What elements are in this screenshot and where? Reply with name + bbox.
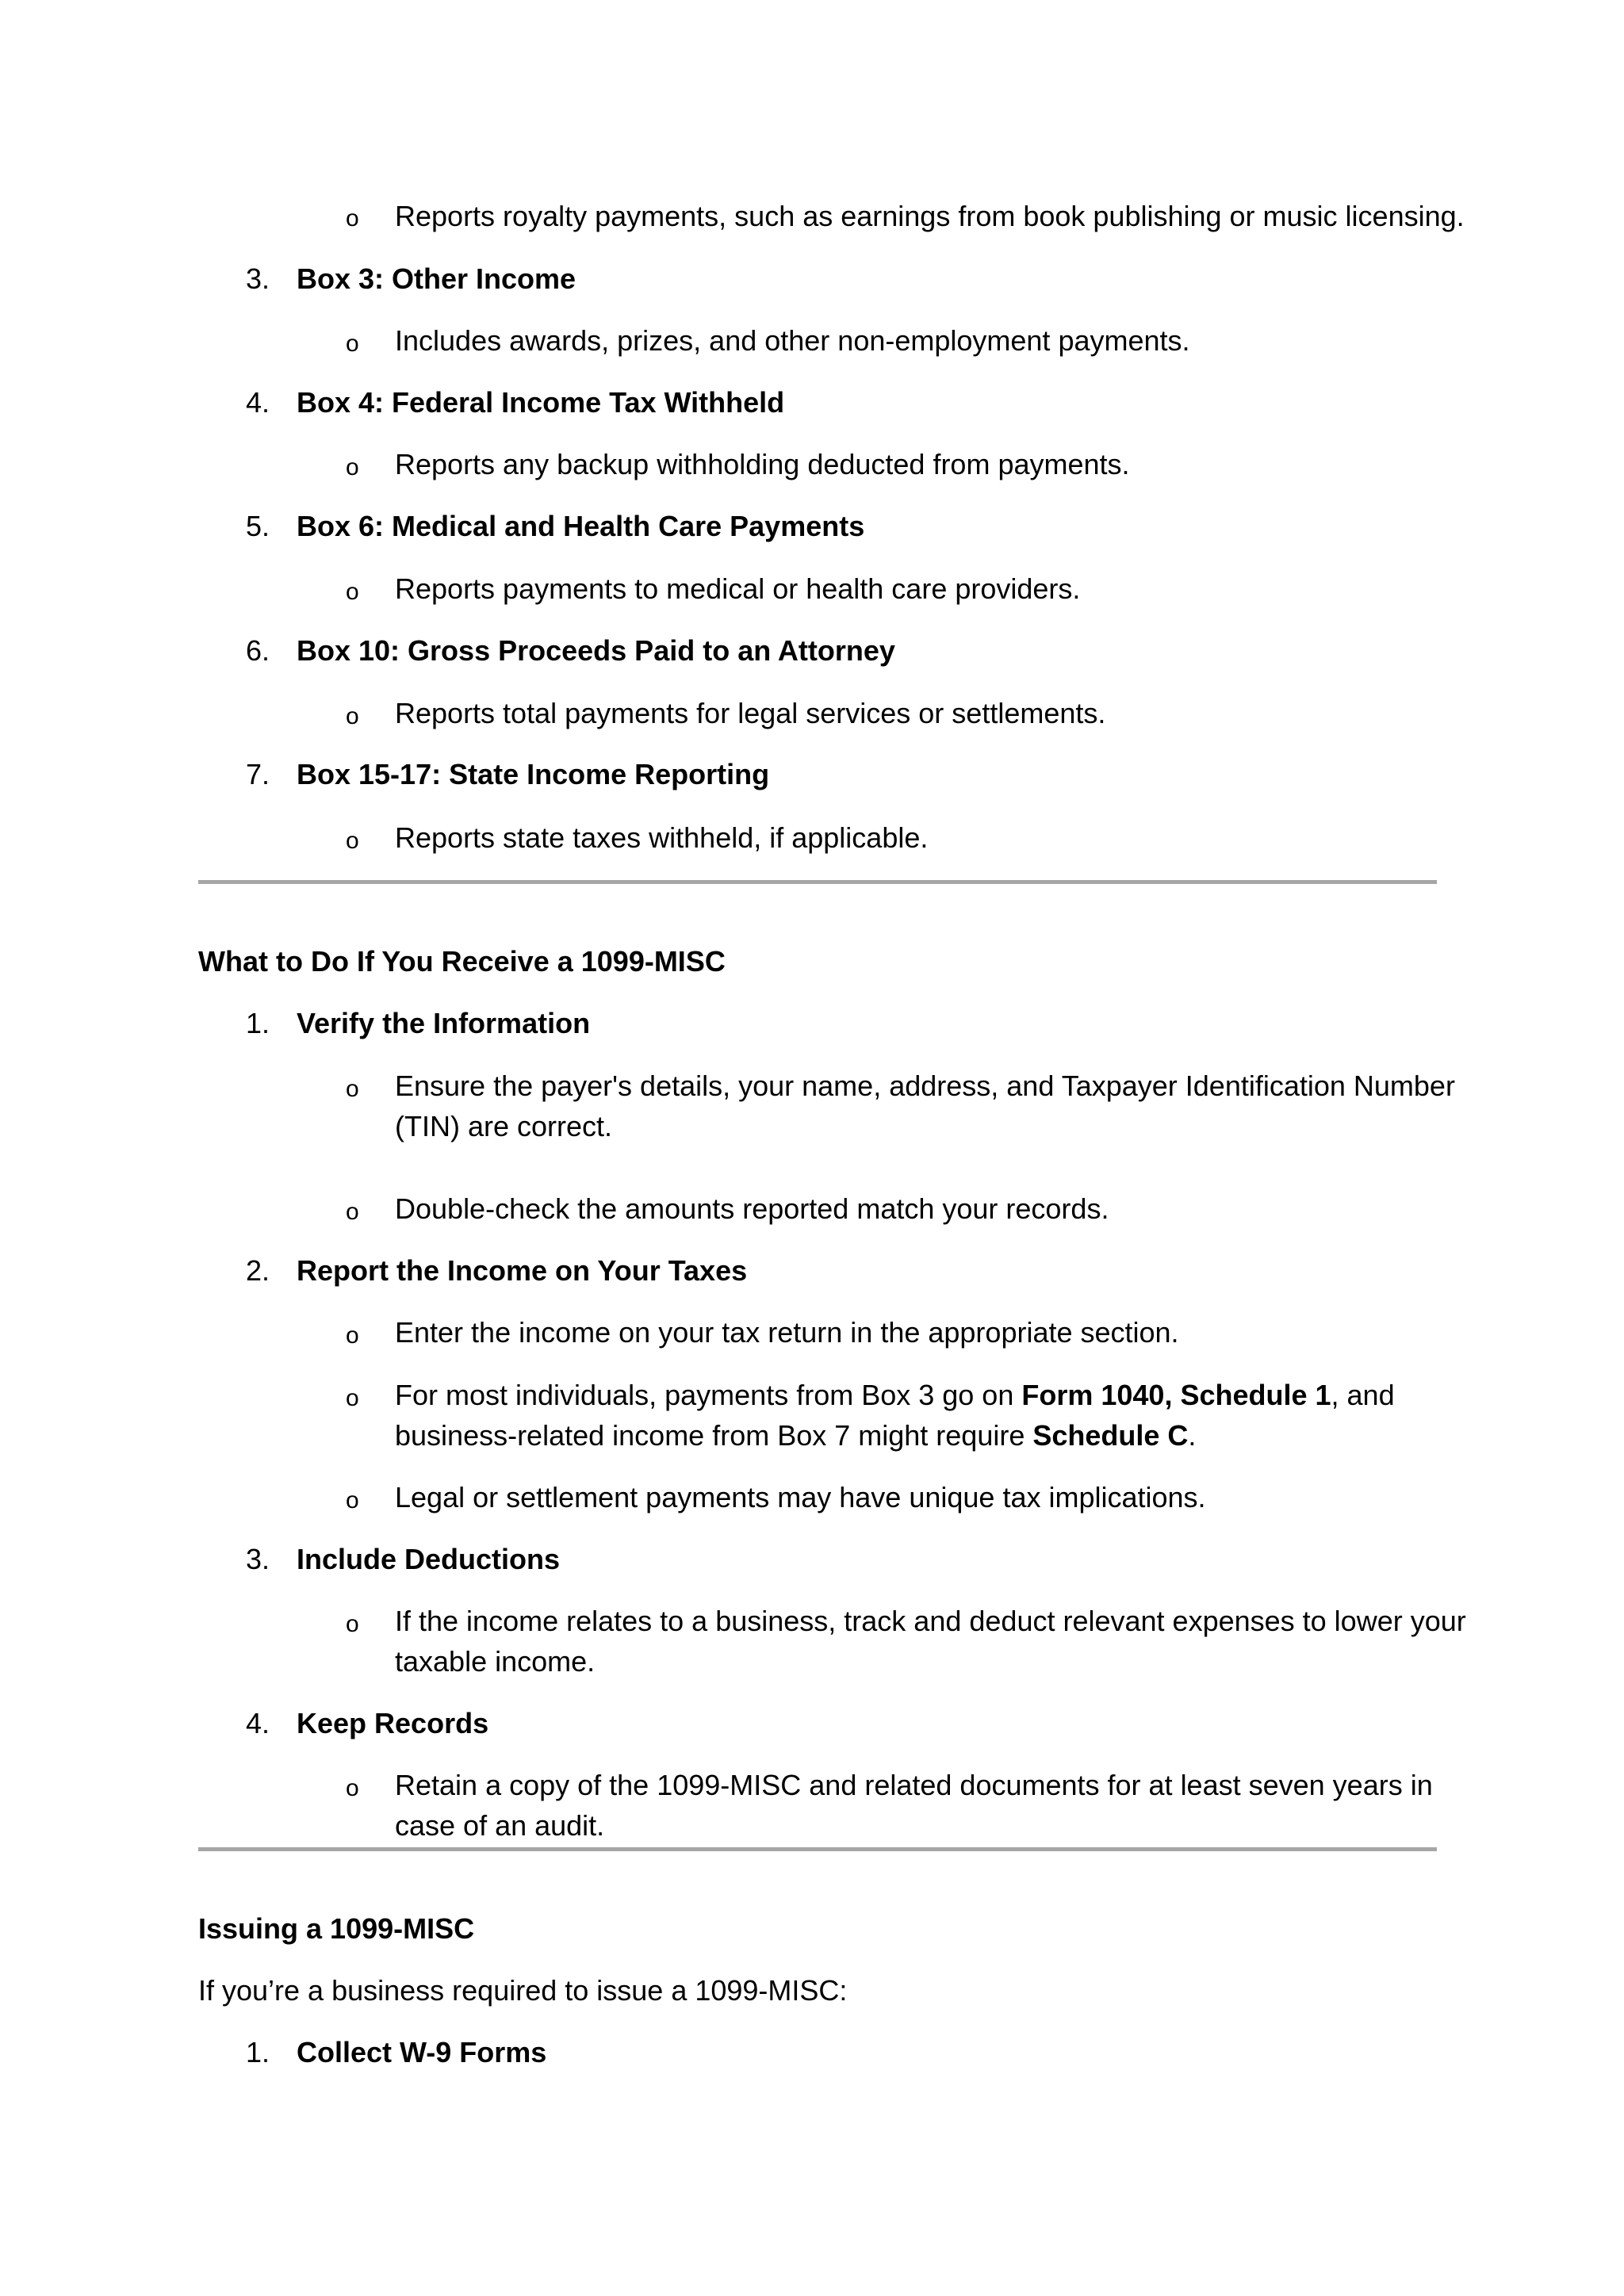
section-divider bbox=[198, 880, 1437, 884]
issuing-heading: Issuing a 1099-MISC bbox=[198, 1912, 475, 1945]
bullet-marker: o bbox=[346, 205, 359, 232]
box4-title: Box 4: Federal Income Tax Withheld bbox=[297, 386, 785, 419]
verify-bullet-1-line1: Ensure the payer's details, your name, address, and Taxpayer Identification Number bbox=[395, 1070, 1455, 1102]
list-number: 5. bbox=[245, 510, 270, 542]
list-number: 7. bbox=[245, 758, 270, 790]
issuing-intro: If you’re a business required to issue a 1099-MISC: bbox=[198, 1974, 848, 2007]
bullet-marker: o bbox=[346, 1487, 359, 1513]
deductions-bullet-line1: If the income relates to a business, track and deduct relevant expenses to lower your bbox=[395, 1605, 1466, 1637]
box6-title: Box 6: Medical and Health Care Payments bbox=[297, 510, 865, 542]
report-bullet-1: Enter the income on your tax return in the appropriate section. bbox=[395, 1316, 1179, 1349]
box3-detail: Includes awards, prizes, and other non-employment payments. bbox=[395, 324, 1190, 357]
box3-title: Box 3: Other Income bbox=[297, 262, 576, 295]
box15-17-title: Box 15-17: State Income Reporting bbox=[297, 758, 770, 790]
bullet-marker: o bbox=[346, 703, 359, 729]
verify-title: Verify the Information bbox=[297, 1007, 591, 1039]
bullet-marker: o bbox=[346, 331, 359, 357]
deductions-title: Include Deductions bbox=[297, 1543, 561, 1575]
list-number: 2. bbox=[245, 1254, 270, 1287]
list-number: 1. bbox=[245, 2036, 270, 2068]
list-number: 4. bbox=[245, 1707, 270, 1739]
report-bullet-2-line2: business-related income from Box 7 might require Schedule C. bbox=[395, 1419, 1197, 1452]
receive-heading: What to Do If You Receive a 1099-MISC bbox=[198, 945, 726, 978]
deductions-bullet-line2: taxable income. bbox=[395, 1645, 596, 1678]
bullet-marker: o bbox=[346, 1076, 359, 1102]
report-income-title: Report the Income on Your Taxes bbox=[297, 1254, 748, 1287]
box2-detail: Reports royalty payments, such as earnings from book publishing or music licensing. bbox=[395, 200, 1465, 232]
keep-records-title: Keep Records bbox=[297, 1707, 489, 1739]
list-number: 3. bbox=[245, 262, 270, 295]
schedule-c: Schedule C bbox=[1032, 1419, 1189, 1452]
box6-detail: Reports payments to medical or health care providers. bbox=[395, 572, 1081, 605]
form-1040-schedule-1: Form 1040, Schedule 1 bbox=[1021, 1379, 1331, 1411]
bullet-marker: o bbox=[346, 1385, 359, 1411]
list-number: 3. bbox=[245, 1543, 270, 1575]
box15-17-detail: Reports state taxes withheld, if applicable. bbox=[395, 821, 929, 854]
bullet-marker: o bbox=[346, 454, 359, 480]
bullet-marker: o bbox=[346, 579, 359, 605]
section-divider bbox=[198, 1847, 1437, 1851]
verify-bullet-2: Double-check the amounts reported match your records. bbox=[395, 1192, 1109, 1225]
bullet-marker: o bbox=[346, 1775, 359, 1801]
box10-detail: Reports total payments for legal services or settlements. bbox=[395, 697, 1106, 729]
records-bullet-line1: Retain a copy of the 1099-MISC and related documents for at least seven years in bbox=[395, 1769, 1433, 1801]
box4-detail: Reports any backup withholding deducted from payments. bbox=[395, 448, 1130, 480]
list-number: 4. bbox=[245, 386, 270, 419]
verify-bullet-1-line2: (TIN) are correct. bbox=[395, 1110, 613, 1142]
bullet-marker: o bbox=[346, 1611, 359, 1637]
box10-title: Box 10: Gross Proceeds Paid to an Attorney bbox=[297, 634, 895, 667]
report-bullet-2-line1: For most individuals, payments from Box 3 go on Form 1040, Schedule 1, and bbox=[395, 1379, 1395, 1411]
list-number: 6. bbox=[245, 634, 270, 667]
bullet-marker: o bbox=[346, 828, 359, 854]
collect-w9-title: Collect W-9 Forms bbox=[297, 2036, 547, 2068]
bullet-marker: o bbox=[346, 1199, 359, 1225]
records-bullet-line2: case of an audit. bbox=[395, 1809, 605, 1842]
bullet-marker: o bbox=[346, 1322, 359, 1349]
list-number: 1. bbox=[245, 1007, 270, 1039]
report-bullet-3: Legal or settlement payments may have unique tax implications. bbox=[395, 1481, 1206, 1513]
